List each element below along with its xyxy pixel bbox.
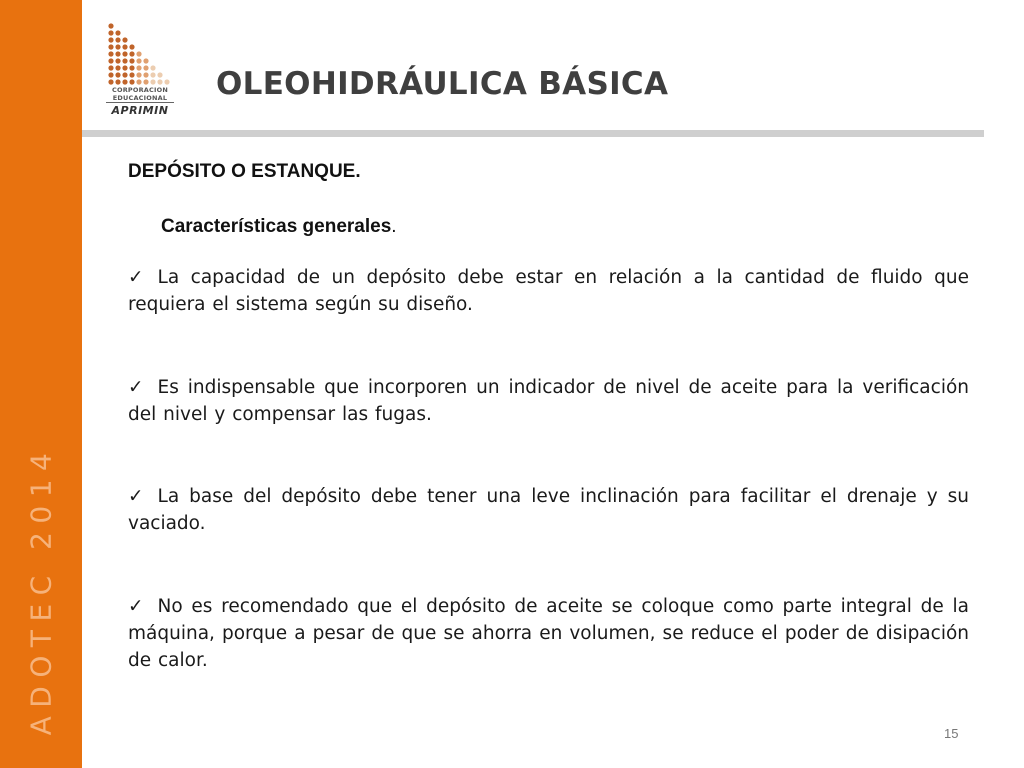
section-heading: DEPÓSITO O ESTANQUE. bbox=[128, 161, 361, 182]
logo-brand: APRIMIN bbox=[106, 102, 174, 117]
logo-dot bbox=[150, 79, 155, 84]
logo-dot bbox=[122, 72, 127, 77]
logo-dot bbox=[122, 51, 127, 56]
bullet-item bbox=[128, 264, 969, 318]
logo-dot bbox=[115, 58, 120, 63]
logo-dot bbox=[150, 72, 155, 77]
bullet-item bbox=[128, 374, 969, 428]
subheading-period: . bbox=[391, 216, 397, 237]
logo-dot bbox=[136, 58, 141, 63]
logo-dot bbox=[129, 58, 134, 63]
sidebar-vertical-text: ADOTEC 2014 bbox=[24, 444, 58, 736]
subheading-text: Características generales bbox=[161, 216, 392, 237]
bullet-text: La capacidad de un depósito debe estar en relación a la cantidad de fluido que requiera el sistema según su diseño. bbox=[128, 267, 969, 315]
logo-dot bbox=[164, 79, 169, 84]
logo-dot bbox=[115, 30, 120, 35]
logo-dot bbox=[108, 58, 113, 63]
logo-dot bbox=[129, 65, 134, 70]
logo-dot bbox=[108, 44, 113, 49]
check-icon: ✓ bbox=[128, 377, 144, 398]
logo-dot bbox=[108, 65, 113, 70]
sidebar-band bbox=[0, 0, 82, 768]
bullet-text: No es recomendado que el depósito de aceite se coloque como parte integral de la máquina, porque a pesar de que se ahorra en volumen, se reduce el poder de disipación de calor. bbox=[128, 596, 969, 671]
logo-dot bbox=[150, 65, 155, 70]
logo-dot bbox=[157, 79, 162, 84]
logo-dot bbox=[129, 44, 134, 49]
bullet-text: Es indispensable que incorporen un indicador de nivel de aceite para la verificación del nivel y compensar las fugas. bbox=[128, 377, 969, 425]
logo-dot bbox=[108, 23, 113, 28]
logo-dot bbox=[143, 58, 148, 63]
logo-dot bbox=[136, 51, 141, 56]
logo-dot bbox=[115, 37, 120, 42]
logo-dot bbox=[115, 72, 120, 77]
logo-dot bbox=[136, 65, 141, 70]
logo-dot bbox=[129, 72, 134, 77]
logo-dot bbox=[143, 79, 148, 84]
bullet-item bbox=[128, 593, 969, 674]
slide-title: OLEOHIDRÁULICA BÁSICA bbox=[216, 66, 669, 102]
aprimin-logo bbox=[106, 22, 174, 118]
logo-dot bbox=[157, 72, 162, 77]
logo-dot bbox=[136, 79, 141, 84]
logo-dot bbox=[129, 51, 134, 56]
logo-dot bbox=[122, 58, 127, 63]
check-icon: ✓ bbox=[128, 267, 144, 288]
bullet-item bbox=[128, 483, 969, 537]
logo-dot bbox=[108, 51, 113, 56]
logo-dot bbox=[122, 37, 127, 42]
logo-dot bbox=[129, 79, 134, 84]
logo-dot bbox=[115, 65, 120, 70]
logo-dot bbox=[108, 30, 113, 35]
bullet-text: La base del depósito debe tener una leve inclinación para facilitar el drenaje y su vaciado. bbox=[128, 486, 969, 534]
logo-dot bbox=[108, 72, 113, 77]
check-icon: ✓ bbox=[128, 486, 144, 507]
logo-dot bbox=[108, 37, 113, 42]
logo-dot-pattern bbox=[106, 22, 174, 86]
page-number: 15 bbox=[944, 726, 959, 741]
logo-dot bbox=[115, 79, 120, 84]
logo-dot bbox=[108, 79, 113, 84]
check-icon: ✓ bbox=[128, 596, 144, 617]
logo-dot bbox=[115, 44, 120, 49]
logo-dot bbox=[122, 65, 127, 70]
logo-text-line1: CORPORACION bbox=[112, 86, 168, 94]
logo-dot bbox=[122, 79, 127, 84]
logo-text-line2: EDUCACIONAL bbox=[112, 94, 168, 102]
logo-dot bbox=[115, 51, 120, 56]
logo-dot bbox=[143, 65, 148, 70]
title-divider bbox=[82, 130, 984, 137]
logo-dot bbox=[143, 72, 148, 77]
logo-dot bbox=[122, 44, 127, 49]
logo-dot bbox=[136, 72, 141, 77]
subheading bbox=[161, 216, 397, 238]
